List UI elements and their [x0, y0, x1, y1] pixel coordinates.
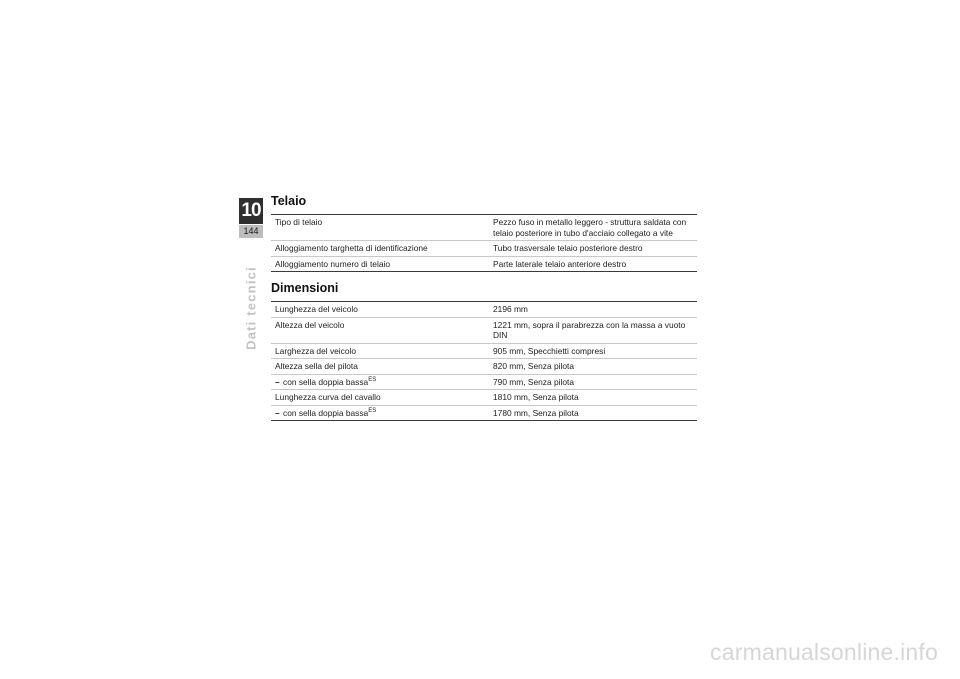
row-value: 1221 mm, sopra il parabrezza con la massa a vuoto DIN — [489, 317, 697, 343]
row-value: 2196 mm — [493, 304, 528, 314]
table-row — [271, 302, 697, 318]
table-row — [271, 390, 697, 406]
page-number: 144 — [239, 224, 263, 238]
table-row — [271, 405, 697, 421]
row-value: 1780 mm, Senza pilota — [489, 405, 697, 421]
row-label-text: con sella doppia bassa — [283, 376, 369, 387]
section-heading-telaio: Telaio — [271, 194, 307, 208]
row-label-sub — [271, 374, 489, 390]
table-row — [271, 359, 697, 375]
row-value: Parte laterale telaio anteriore destro — [489, 256, 697, 272]
table-row — [271, 241, 697, 257]
chapter-number: 10 — [239, 198, 263, 224]
row-label: Lunghezza curva del cavallo — [271, 390, 489, 406]
row-label: Lunghezza del veicolo — [275, 304, 358, 314]
section-heading-dimensioni: Dimensioni — [271, 281, 339, 295]
row-value: Tubo trasversale telaio posteriore destro — [489, 241, 697, 257]
footnote-marker: ES — [368, 376, 377, 383]
row-value: 790 mm, Senza pilota — [489, 374, 697, 390]
chapter-title-vertical: Dati tecnici — [243, 266, 259, 350]
row-label-sub — [271, 405, 489, 421]
row-value: Pezzo fuso in metallo leggero - struttura saldata con telaio posteriore in tubo d'acciaio collegato a vite — [493, 217, 687, 238]
content-area — [271, 193, 697, 421]
row-label: Altezza sella del pilota — [271, 359, 489, 375]
table-row — [271, 343, 697, 359]
dash-bullet: – — [275, 407, 280, 418]
dash-bullet: – — [275, 376, 280, 387]
spec-table-telaio — [271, 214, 697, 272]
footnote-marker: ES — [368, 407, 377, 414]
chapter-marker — [239, 198, 263, 238]
row-label: Alloggiamento targhetta di identificazione — [271, 241, 489, 257]
row-value: 820 mm, Senza pilota — [489, 359, 697, 375]
row-label: Larghezza del veicolo — [271, 343, 489, 359]
spec-table-dimensioni — [271, 301, 697, 421]
row-value: 1810 mm, Senza pilota — [489, 390, 697, 406]
row-label: Altezza del veicolo — [271, 317, 489, 343]
watermark: carmanualsonline.info — [710, 639, 938, 665]
table-row — [271, 256, 697, 272]
table-row — [271, 317, 697, 343]
table-row — [271, 374, 697, 390]
row-label: Tipo di telaio — [275, 217, 323, 227]
row-value: 905 mm, Specchietti compresi — [489, 343, 697, 359]
table-row — [271, 215, 697, 241]
row-label-text: con sella doppia bassa — [283, 407, 369, 418]
row-label: Alloggiamento numero di telaio — [271, 256, 489, 272]
